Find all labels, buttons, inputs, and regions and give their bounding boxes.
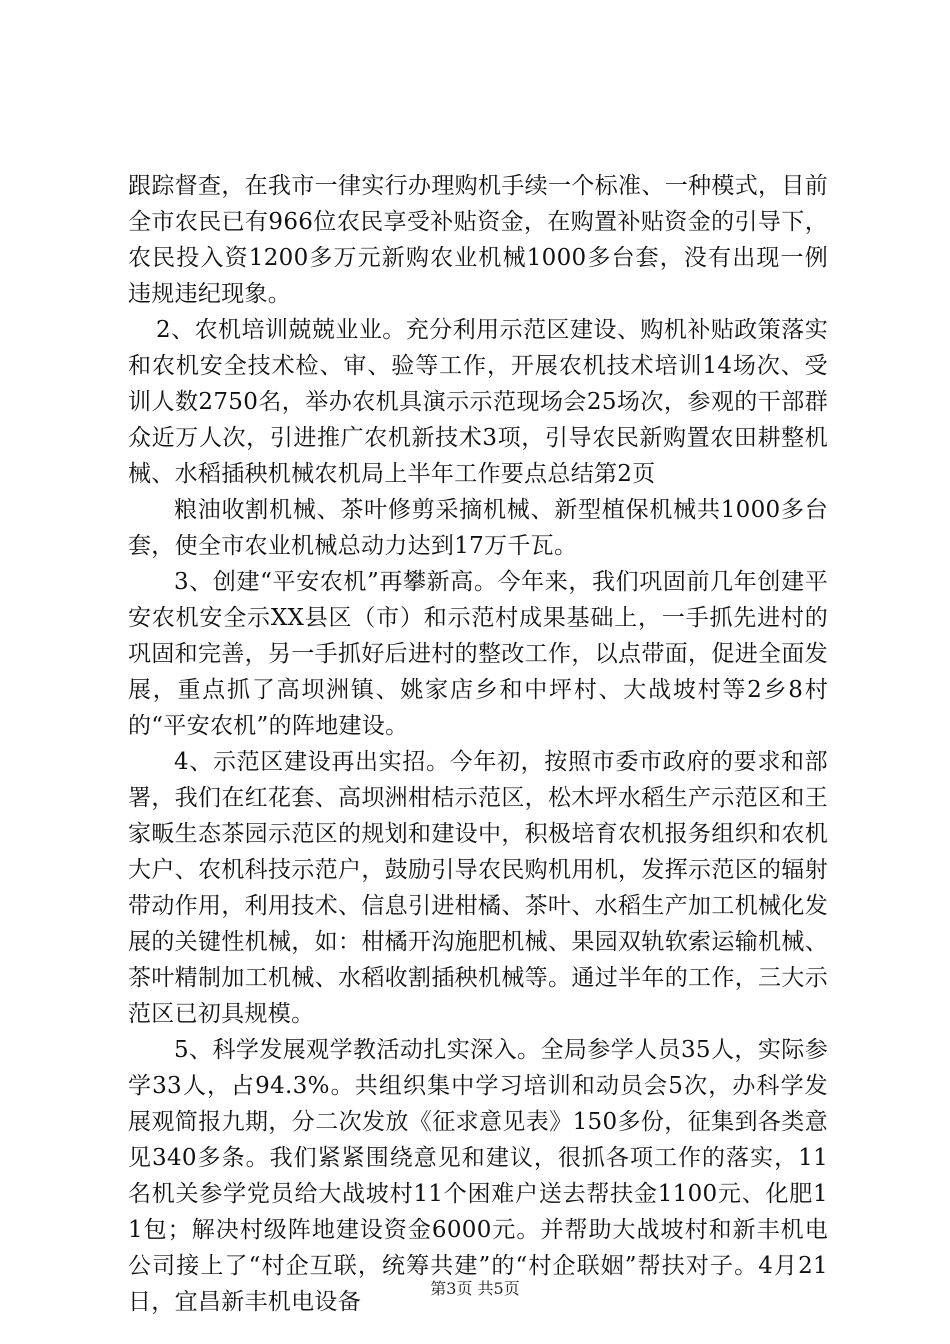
- paragraph-2: 2、农机培训兢兢业业。充分利用示范区建设、购机补贴政策落实和农机安全技术检、审、验等工作，开展农机技术培训14场次、受训人数2750名，举办农机具演示示范现场会25场次，参观的干部群众近万人次，引进推广农机新技术3项，引导农民新购置农田耕整机械、水稻插秧机械农机局上半年工作要点总结第2页: [128, 317, 828, 487]
- page-footer: 第3页 共5页: [430, 1279, 520, 1298]
- document-body: [128, 168, 828, 1320]
- paragraph-6: 5、科学发展观学教活动扎实深入。全局参学人员35人，实际参学33人，占94.3%。共组织集中学习培训和动员会5次，办科学发展观简报九期，分二次发放《征求意见表》150多份，征集到各类意见340多条。我们紧紧围绕意见和建议，很抓各项工作的落实，11名机关参学党员给大战坡村11个困难户送去帮扶金1100元、化肥11包；解决村级阵地建设资金6000元。并帮助大战坡村和新丰机电公司接上了“村企互联，统筹共建”的“村企联姻”帮扶对子。4月21日，宜昌新丰机电设备: [128, 1037, 828, 1315]
- paragraph-1: 跟踪督查，在我市一律实行办理购机手续一个标准、一种模式，目前全市农民已有966位农民享受补贴资金，在购置补贴资金的引导下，农民投入资1200多万元新购农业机械1000多台套，没有出现一例违规违纪现象。: [128, 173, 828, 307]
- paragraph-4: 3、创建“平安农机”再攀新高。今年来，我们巩固前几年创建平安农机安全示XX县区（市）和示范村成果基础上，一手抓先进村的巩固和完善，另一手抓好后进村的整改工作，以点带面，促进全面发展，重点抓了高坝洲镇、姚家店乡和中坪村、大战坡村等2乡8村的“平安农机”的阵地建设。: [128, 569, 828, 739]
- paragraph-3: 粮油收割机械、茶叶修剪采摘机械、新型植保机械共1000多台套，使全市农业机械总动力达到17万千瓦。: [128, 497, 828, 559]
- paragraph-5: 4、示范区建设再出实招。今年初，按照市委市政府的要求和部署，我们在红花套、高坝洲柑桔示范区，松木坪水稻生产示范区和王家畈生态茶园示范区的规划和建设中，积极培育农机报务组织和农机大户、农机科技示范户，鼓励引导农民购机用机，发挥示范区的辐射带动作用，利用技术、信息引进柑橘、茶叶、水稻生产加工机械化发展的关键性机械，如：柑橘开沟施肥机械、果园双轨软索运输机械、茶叶精制加工机械、水稻收割插秧机械等。通过半年的工作，三大示范区已初具规模。: [128, 749, 828, 1027]
